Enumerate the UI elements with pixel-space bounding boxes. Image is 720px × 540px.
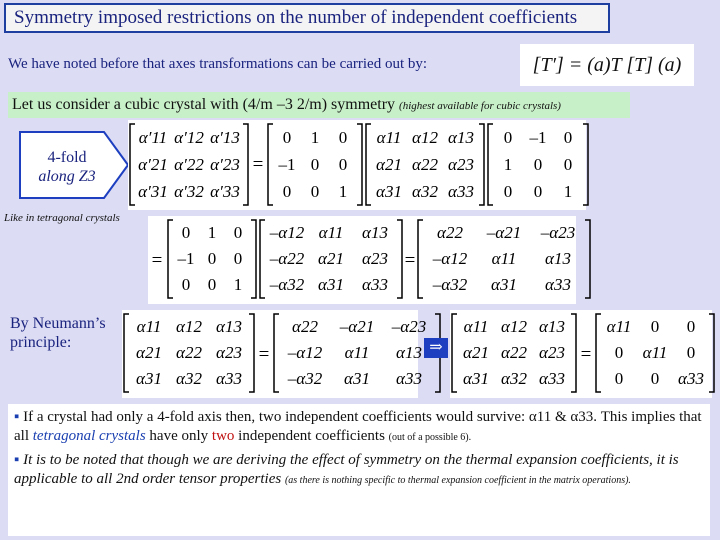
matrix-cell: 0 [310,181,320,201]
matrix-cell: α31 [491,275,517,295]
matrix-cell: α13 [545,249,571,269]
matrix-rotation [268,124,362,205]
matrix-cell: α22 [292,317,318,337]
matrix-cell: –α32 [432,275,468,295]
bracket-left [418,220,423,298]
matrix-cell: α13 [396,343,422,363]
matrix-cell: 0 [614,369,624,389]
matrix-cell: 0 [686,317,696,337]
matrix-cell: –α23 [540,223,576,243]
matrix-cell: 0 [533,181,543,201]
matrix-alpha-prime [130,124,248,205]
matrix-cell: α′22 [174,154,204,174]
bracket-left [260,220,265,298]
bracket-left [268,124,273,205]
matrix-cell: 1 [207,223,217,243]
bullet-2-text-b: (as there is nothing specific to thermal expansion coefficient in the matrix operations). [284,475,631,486]
matrix-cell: 1 [338,181,348,201]
matrix-cell: α31 [344,369,370,389]
matrix-cell: 0 [686,343,696,363]
matrix-cell: α23 [362,249,388,269]
matrix-cell: α32 [176,369,202,389]
matrix-cell: 0 [650,317,660,337]
cubic-note: (highest available for cubic crystals) [399,100,561,112]
matrix-cell: α21 [463,343,489,363]
neumann-line1: By Neumann’s [10,315,106,332]
bracket-left [596,314,601,392]
equals-sign: = [151,250,163,271]
bullet-1: ▪ If a crystal had only a 4-fold axis then, two independent coefficients would survive: α11 & α33. This implies that all tetragonal crystals have only two independent coefficients (out of a possible 6). [14,409,702,444]
matrix-cell: 1 [503,154,513,174]
matrix-cell: α21 [376,154,402,174]
matrix-cell: α′32 [174,181,204,201]
matrix-cell: 0 [207,275,217,295]
matrix-cell: –α12 [287,343,323,363]
bracket-right [585,220,590,298]
matrix-cell: α11 [642,343,668,363]
matrix-cell: –1 [177,249,195,269]
matrix-cell: 0 [181,223,191,243]
matrix-cell: α21 [136,343,162,363]
bracket-right [357,124,362,205]
tetragonal-note: Like in tetragonal crystals [4,212,120,224]
matrix-cell: –α21 [339,317,375,337]
matrix-cell: α22 [437,223,463,243]
matrix-cell: α23 [448,154,474,174]
bracket-right [479,124,484,205]
matrix-cell: α′13 [210,127,240,147]
page-title: Symmetry imposed restrictions on the number of independent coefficients [4,3,610,33]
bracket-right [397,220,402,298]
matrix-product-1 [260,220,402,298]
matrix-cell: α′12 [174,127,204,147]
matrix-cell: α33 [448,181,474,201]
equation-row-2 [148,216,576,304]
bullet-list [8,404,710,536]
matrix-rotation-transpose [488,124,588,205]
bullet-1-text-a: If a crystal had only a 4-fold axis then, two independent coefficients would survive: α11 & α33. This implies that all [14,409,702,444]
transform-equation: [T′] = (a)T [T] (a) [520,44,694,86]
matrix-cell: 0 [650,369,660,389]
equation-row-3-right [450,310,712,398]
matrix-cell: α31 [463,369,489,389]
bracket-left [452,314,457,392]
matrix-cell: α13 [448,127,474,147]
matrix-product-2-neumann [274,314,440,392]
matrix-cell: –α21 [486,223,522,243]
equation-row-2-svg [148,216,576,304]
matrix-cell: 0 [563,127,573,147]
matrix-cell: α32 [501,369,527,389]
matrix-cell: α12 [176,317,202,337]
matrix-product-2 [418,220,590,298]
matrix-cell: α12 [501,317,527,337]
matrix-cell: 0 [338,127,348,147]
matrix-cell: α11 [136,317,162,337]
equation-row-3-left-svg [122,310,427,398]
matrix-cell: α11 [376,127,402,147]
matrix-cell: α11 [318,223,344,243]
matrix-cell: α33 [396,369,422,389]
matrix-cell: α31 [318,275,344,295]
neumann-label [10,314,122,352]
bracket-right [583,124,588,205]
matrix-cell: α13 [362,223,388,243]
bracket-left [130,124,135,205]
matrix-cell: 0 [282,127,292,147]
matrix-cell: 0 [563,154,573,174]
matrix-cell: α12 [412,127,438,147]
matrix-cell: α′21 [138,154,168,174]
bracket-left [124,314,129,392]
matrix-cell: α11 [606,317,632,337]
matrix-cell: α13 [539,317,565,337]
matrix-cell: α′31 [138,181,168,201]
equation-row-1 [128,120,586,210]
bullet-1-text-d: two [211,428,235,444]
matrix-cell: α′23 [210,154,240,174]
fourfold-line1: 4-fold [47,149,87,166]
matrix-cell: –α32 [287,369,323,389]
neumann-line2: principle: [10,334,72,351]
matrix-cell: α13 [216,317,242,337]
cubic-crystal-statement [8,92,630,118]
matrix-cell: 0 [282,181,292,201]
matrix-cell: 0 [533,154,543,174]
implies-symbol: ⇒ [424,338,448,358]
matrix-cell: 0 [503,127,513,147]
matrix-cell: –α32 [269,275,305,295]
matrix-cell: α31 [136,369,162,389]
matrix-cell: α11 [463,317,489,337]
matrix-cell: –α22 [269,249,305,269]
matrix-cell: α33 [362,275,388,295]
bracket-left [274,314,279,392]
equation-row-3-right-svg [450,310,712,398]
equals-sign: = [580,344,592,365]
bracket-right [249,314,254,392]
equation-row-1-svg [128,120,586,210]
equals-sign: = [404,250,416,271]
bracket-left [366,124,371,205]
matrix-cell: α33 [545,275,571,295]
bullet-1-text-c: have only [145,428,212,444]
matrix-cell: –α12 [269,223,305,243]
bullet-1-text-b: tetragonal crystals [32,428,146,444]
matrix-cell: α22 [501,343,527,363]
equation-row-3-left [122,310,427,398]
matrix-alpha-result-left [452,314,576,392]
matrix-cell: –1 [529,127,547,147]
equals-sign: = [252,154,264,175]
bullet-1-text-f: (out of a possible 6). [388,432,472,443]
fourfold-label [28,148,106,186]
matrix-cell: –α23 [391,317,427,337]
matrix-cell: α21 [318,249,344,269]
equals-sign: = [258,344,270,365]
bracket-right [709,314,714,392]
matrix-cell: α33 [216,369,242,389]
intro-text: We have noted before that axes transformations can be carried out by: [8,56,428,72]
bracket-right [243,124,248,205]
matrix-cell: 1 [310,127,320,147]
matrix-cell: α33 [678,369,704,389]
matrix-cell: α11 [491,249,517,269]
matrix-cell: 0 [207,249,217,269]
matrix-cell: α22 [176,343,202,363]
bracket-right [251,220,256,298]
bullet-2: ▪ It is to be noted that though we are deriving the effect of symmetry on the thermal expansion coefficients, it is applicable to all 2nd order tensor properties (as there is nothing specific to thermal expansion coefficient in the matrix operations). [14,452,679,487]
matrix-cell: –α12 [432,249,468,269]
matrix-cell: α32 [412,181,438,201]
matrix-cell: α11 [344,343,370,363]
matrix-cell: α23 [216,343,242,363]
matrix-cell: 1 [233,275,243,295]
matrix-result [596,314,714,392]
matrix-cell: 0 [233,223,243,243]
bullet-2-text-a: It is to be noted that though we are deriving the effect of symmetry on the thermal expansion coefficients, it is applicable to all 2nd order tensor properties [14,452,679,487]
matrix-cell: α33 [539,369,565,389]
matrix-cell: 0 [310,154,320,174]
cubic-main-text: Let us consider a cubic crystal with (4/m –3 2/m) symmetry [12,96,396,113]
matrix-cell: α31 [376,181,402,201]
matrix-cell: 0 [614,343,624,363]
bullet-1-text-e: independent coefficients [234,428,389,444]
bracket-left [488,124,493,205]
matrix-cell: 0 [181,275,191,295]
matrix-cell: 0 [338,154,348,174]
bracket-right [571,314,576,392]
matrix-cell: α22 [412,154,438,174]
matrix-cell: α23 [539,343,565,363]
matrix-alpha [366,124,484,205]
matrix-cell: 0 [503,181,513,201]
fourfold-line2: along Z3 [38,168,96,185]
matrix-cell: α′33 [210,181,240,201]
bracket-left [168,220,173,298]
matrix-rotation-2 [168,220,256,298]
matrix-cell: α′11 [138,127,168,147]
matrix-cell: –1 [278,154,296,174]
matrix-cell: 0 [233,249,243,269]
matrix-alpha-neumann [124,314,254,392]
matrix-cell: 1 [563,181,573,201]
